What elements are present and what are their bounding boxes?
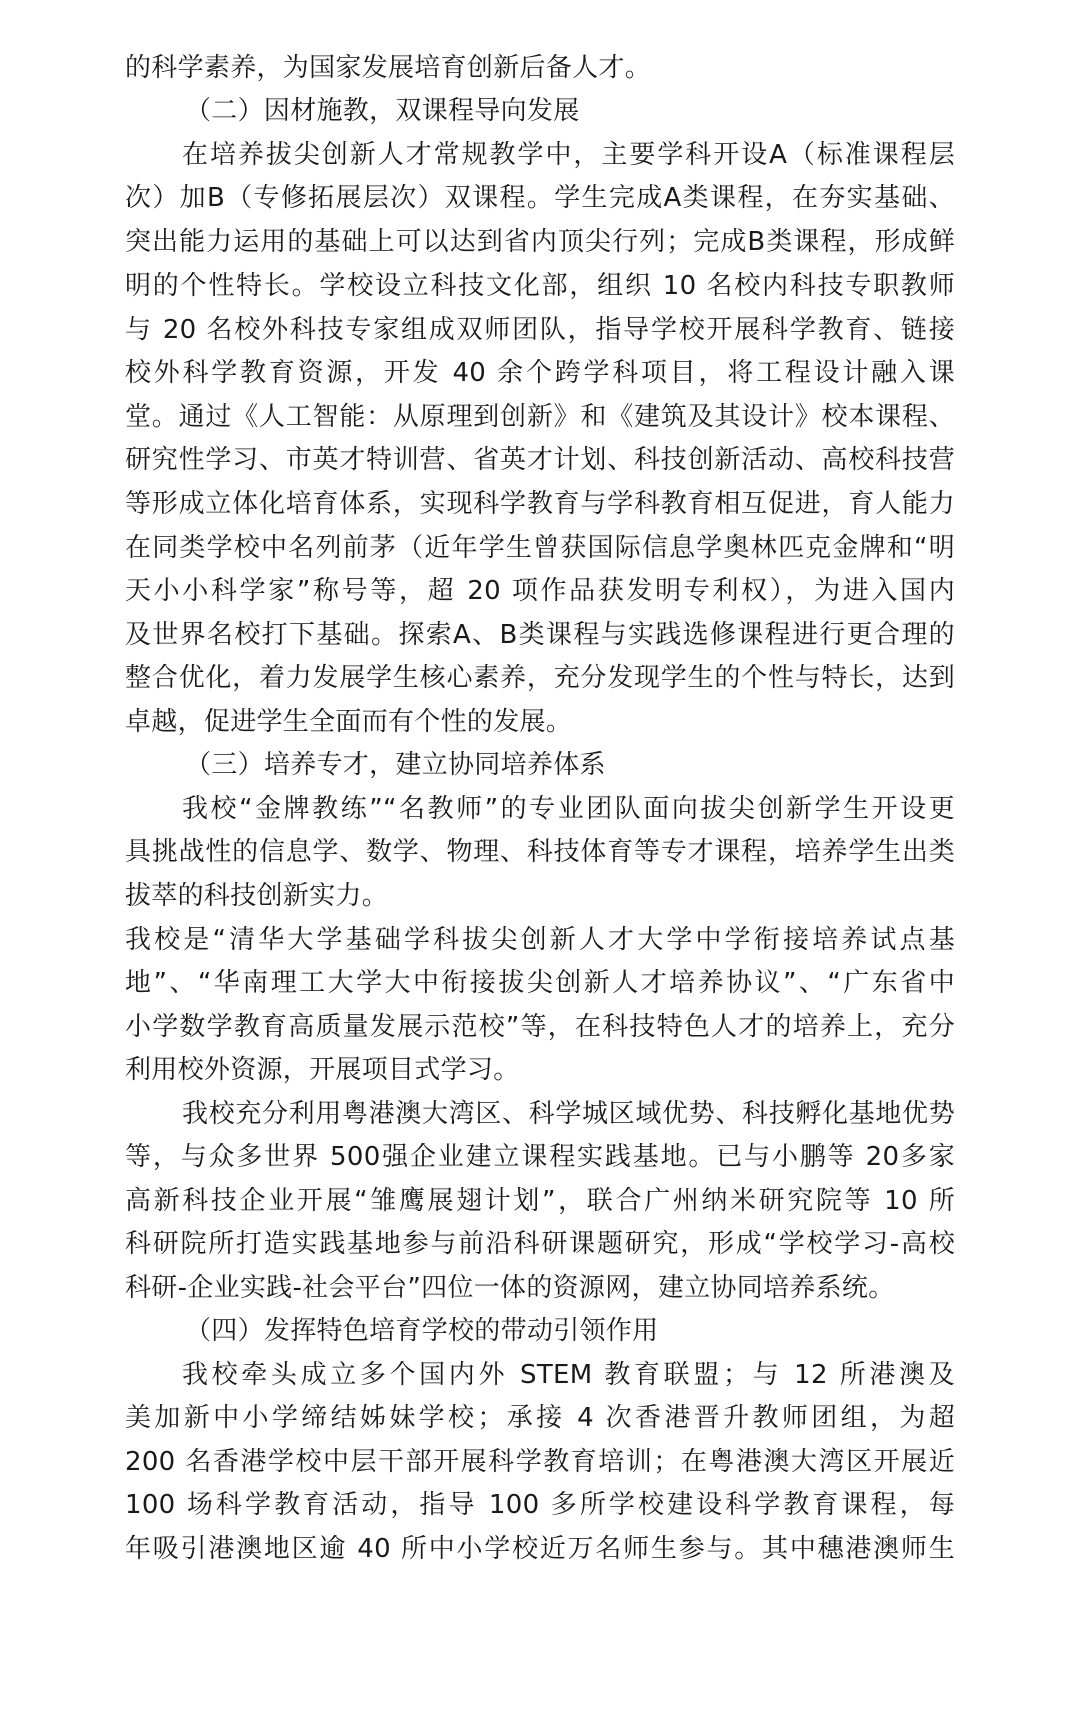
- text-line: 在同类学校中名列前茅（近年学生曾获国际信息学奥林匹克金牌和“明: [125, 533, 955, 563]
- text-line: 科研院所打造实践基地参与前沿科研课题研究，形成“学校学习-高校: [125, 1229, 955, 1259]
- text-line: 地”、“华南理工大学大中衔接拔尖创新人才培养协议”、“广东省中: [125, 968, 955, 998]
- text-line: 等，与众多世界 500强企业建立课程实践基地。已与小鹏等 20多家: [125, 1142, 955, 1172]
- section-heading-3: （三）培养专才，建立协同培养体系: [185, 750, 606, 780]
- text-line: 小学数学教育高质量发展示范校”等，在科技特色人才的培养上，充分: [125, 1012, 955, 1042]
- text-line: 科研-企业实践-社会平台”四位一体的资源网，建立协同培养系统。: [125, 1273, 895, 1303]
- text-line: 堂。通过《人工智能：从原理到创新》和《建筑及其设计》校本课程、: [125, 402, 955, 432]
- text-line: 我校是“清华大学基础学科拔尖创新人才大学中学衔接培养试点基: [125, 925, 955, 955]
- text-line: 具挑战性的信息学、数学、物理、科技体育等专才课程，培养学生出类: [125, 837, 955, 867]
- text-line: 天小小科学家”称号等，超 20 项作品获发明专利权），为进入国内: [125, 576, 955, 606]
- text-line: 我校“金牌教练”“名教师”的专业团队面向拔尖创新学生开设更: [182, 794, 955, 824]
- text-line: 明的个性特长。学校设立科技文化部，组织 10 名校内科技专职教师: [125, 271, 955, 301]
- text-line: 突出能力运用的基础上可以达到省内顶尖行列；完成B类课程，形成鲜: [125, 227, 955, 257]
- text-line: 高新科技企业开展“雏鹰展翅计划”，联合广州纳米研究院等 10 所: [125, 1186, 955, 1216]
- text-line: 及世界名校打下基础。探索A、B类课程与实践选修课程进行更合理的: [125, 620, 955, 650]
- text-line: 研究性学习、市英才特训营、省英才计划、科技创新活动、高校科技营: [125, 445, 955, 475]
- text-line: 美加新中小学缔结姊妹学校；承接 4 次香港晋升教师团组，为超: [125, 1403, 955, 1433]
- text-line: 利用校外资源，开展项目式学习。: [125, 1055, 520, 1085]
- section-heading-2: （二）因材施教，双课程导向发展: [185, 96, 580, 126]
- text-line: 与 20 名校外科技专家组成双师团队，指导学校开展科学教育、链接: [125, 315, 955, 345]
- text-line: 的科学素养，为国家发展培育创新后备人才。: [125, 53, 652, 83]
- text-line: 拔萃的科技创新实力。: [125, 881, 389, 911]
- text-line: 在培养拔尖创新人才常规教学中，主要学科开设A（标准课程层: [182, 140, 955, 170]
- text-line: 次）加B（专修拓展层次）双课程。学生完成A类课程，在夯实基础、: [125, 183, 955, 213]
- text-line: 整合优化，着力发展学生核心素养，充分发现学生的个性与特长，达到: [125, 663, 955, 693]
- text-line: 200 名香港学校中层干部开展科学教育培训；在粤港澳大湾区开展近: [125, 1447, 955, 1477]
- text-line: 等形成立体化培育体系，实现科学教育与学科教育相互促进，育人能力: [125, 489, 955, 519]
- section-heading-4: （四）发挥特色培育学校的带动引领作用: [185, 1316, 659, 1346]
- text-line: 100 场科学教育活动，指导 100 多所学校建设科学教育课程，每: [125, 1490, 955, 1520]
- text-line: 年吸引港澳地区逾 40 所中小学校近万名师生参与。其中穗港澳师生: [125, 1534, 955, 1564]
- text-line: 校外科学教育资源，开发 40 余个跨学科项目，将工程设计融入课: [125, 358, 955, 388]
- text-line: 卓越，促进学生全面而有个性的发展。: [125, 707, 573, 737]
- text-line: 我校牵头成立多个国内外 STEM 教育联盟；与 12 所港澳及: [182, 1360, 955, 1390]
- text-line: 我校充分利用粤港澳大湾区、科学城区域优势、科技孵化基地优势: [182, 1099, 955, 1129]
